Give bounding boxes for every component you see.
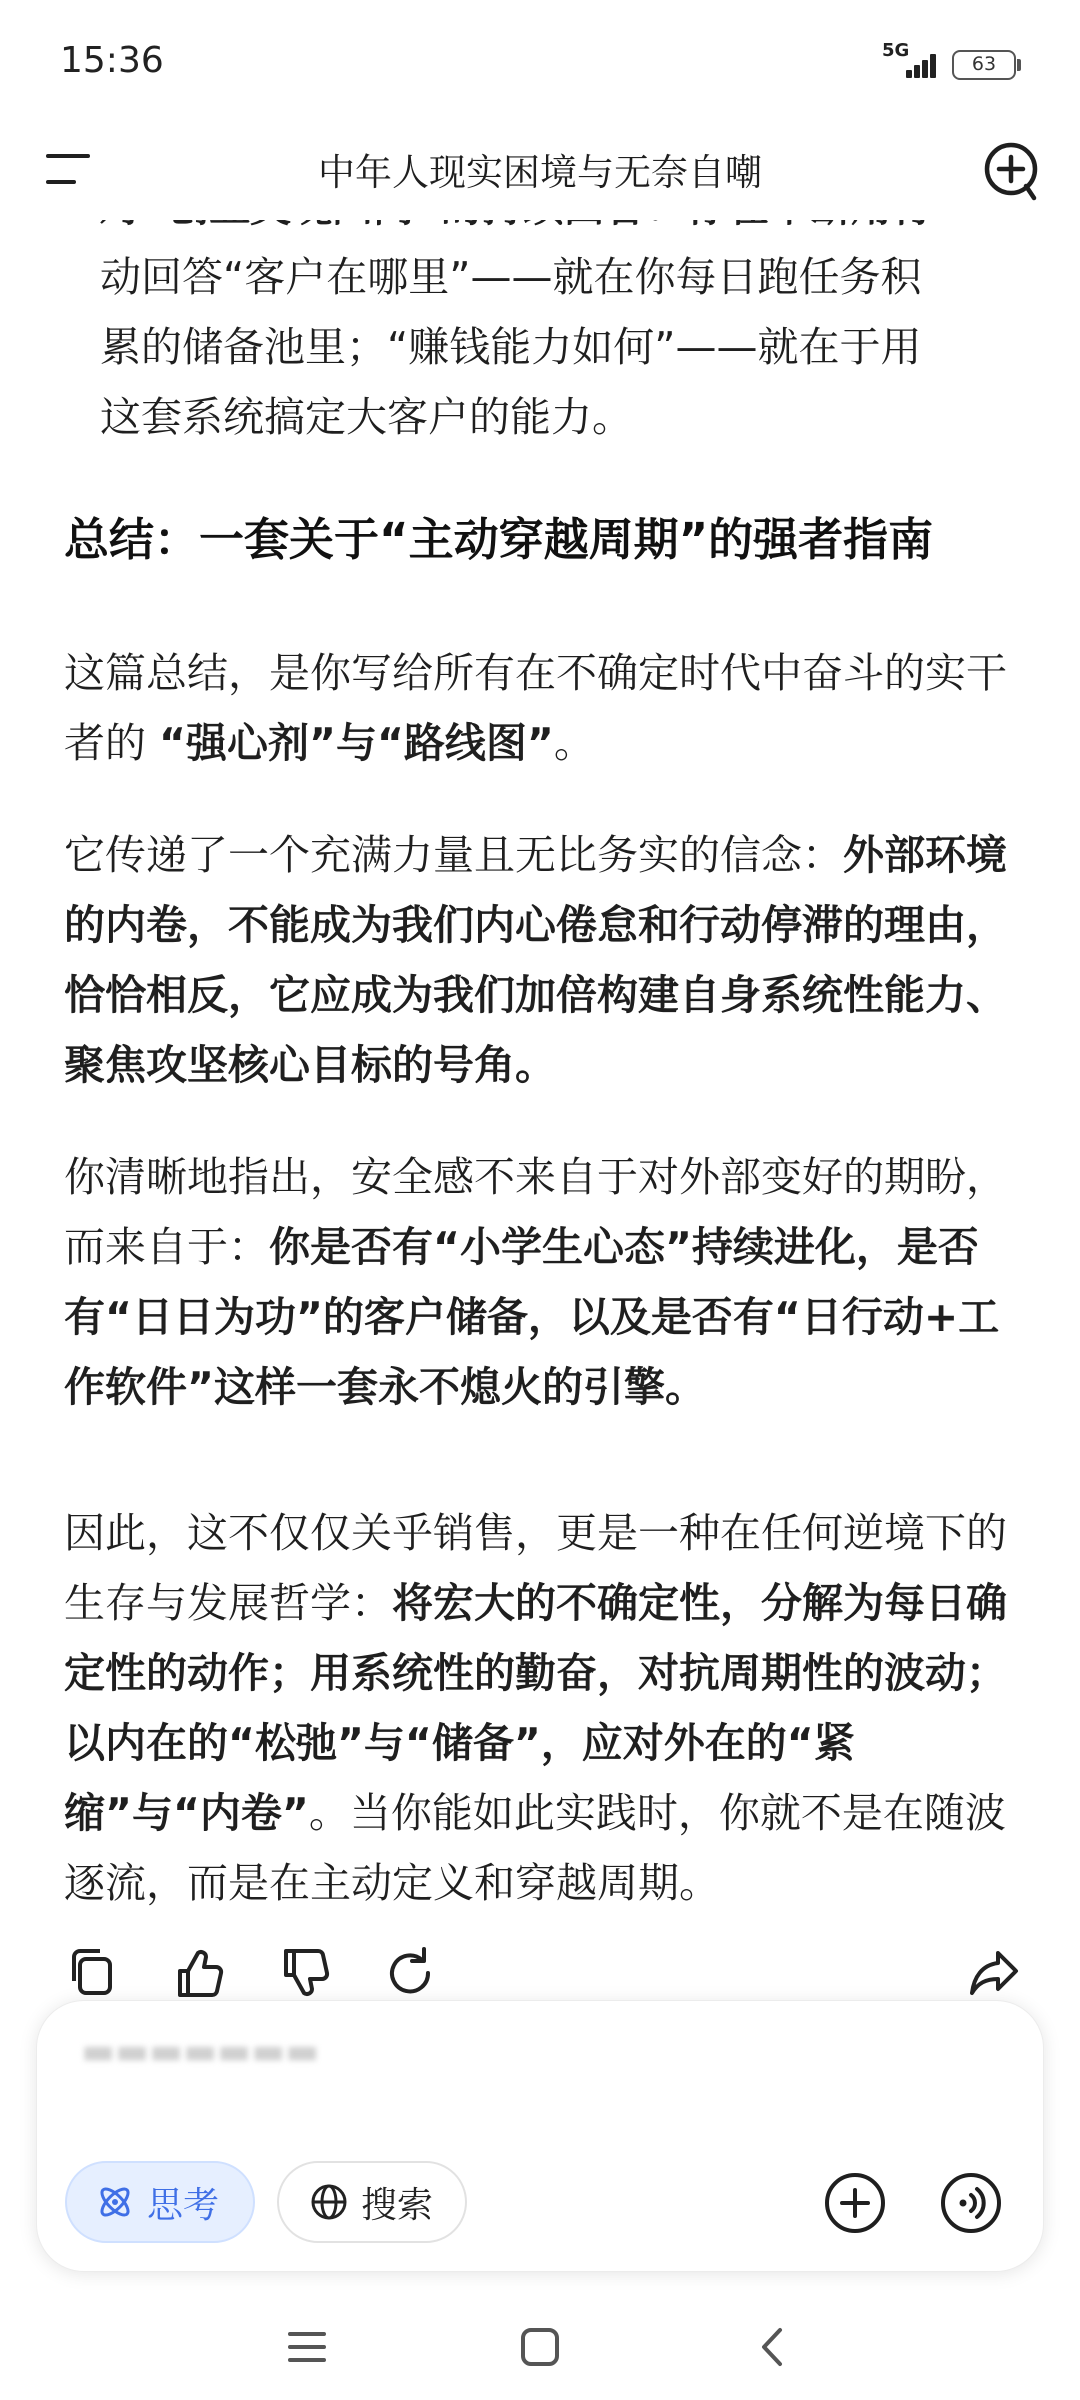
copy-icon[interactable] xyxy=(66,1945,122,2001)
globe-icon xyxy=(309,2182,349,2222)
share-icon[interactable] xyxy=(966,1945,1022,2001)
chat-content[interactable] xyxy=(0,180,1080,2000)
system-nav-bar xyxy=(0,2290,1080,2400)
think-toggle-button[interactable] xyxy=(65,2161,255,2243)
prev-paragraph-line: 这套系统搞定大客户的能力。 xyxy=(100,393,633,441)
paragraph-2-text: 它传递了一个充满力量且无比务实的信念： xyxy=(64,831,843,879)
paragraph-4 xyxy=(64,1498,1024,1918)
thumbs-up-icon[interactable] xyxy=(170,1945,226,2001)
prev-paragraph-line: 动回答“客户在哪里”——就在你每日跑任务积 xyxy=(100,253,922,301)
status-time: 15:36 xyxy=(60,40,164,81)
message-actions xyxy=(0,1945,1080,2005)
composer-input[interactable]: ▬▬▬▬▬▬▬ xyxy=(81,2031,320,2072)
voice-call-icon[interactable] xyxy=(939,2171,1003,2235)
paragraph-2 xyxy=(64,820,1024,1100)
paragraph-2-bold: 外部环境的内卷，不能成为我们内心倦怠和行动停滞的理由，恰恰相反，它应成为我们加倍构建自身系统性能力、聚焦攻坚核心目标的号角。 xyxy=(64,831,1007,1089)
paragraph-4-end: 。当你能如此实践时，你就不是在随波逐流，而是在主动定义和穿越周期。 xyxy=(64,1789,1006,1907)
new-chat-icon[interactable] xyxy=(982,140,1040,202)
paragraph-4-text: 因此，这不仅仅关乎销售，更是一种在任何逆境下的生存与发展哲学： xyxy=(64,1509,1007,1627)
menu-icon[interactable] xyxy=(46,150,96,190)
paragraph-4-bold: 将宏大的不确定性，分解为每日确定性的动作；用系统性的勤奋，对抗周期性的波动；以内在的“松弛”与“储备”，应对外在的“紧缩”与“内卷” xyxy=(64,1579,1007,1837)
thumbs-down-icon[interactable] xyxy=(276,1945,332,2001)
paragraph-3 xyxy=(64,1142,1024,1422)
message-composer[interactable] xyxy=(36,2000,1044,2272)
think-label: 思考 xyxy=(147,2184,220,2226)
menu-icon[interactable] xyxy=(282,2322,332,2372)
paragraph-3-text: 你清晰地指出，安全感不来自于对外部变好的期盼，而来自于： xyxy=(64,1153,1007,1271)
search-toggle-button[interactable] xyxy=(277,2161,467,2243)
network-type: 5G xyxy=(882,40,910,61)
battery-icon xyxy=(952,50,1016,80)
battery-level: 63 xyxy=(971,53,997,75)
regenerate-icon[interactable] xyxy=(382,1945,438,2001)
app-header xyxy=(0,120,1080,220)
back-icon[interactable] xyxy=(748,2322,798,2372)
page-title: 中年人现实困境与无奈自嘲 xyxy=(318,151,762,194)
add-attachment-icon[interactable] xyxy=(823,2171,887,2235)
search-label: 搜索 xyxy=(361,2184,434,2226)
paragraph-1-text: 这篇总结，是你写给所有在不确定时代中奋斗的实干者的 xyxy=(64,649,1007,767)
status-bar xyxy=(0,0,1080,120)
summary-heading: 总结：一套关于“主动穿越周期”的强者指南 xyxy=(64,513,934,566)
atom-icon xyxy=(95,2182,135,2222)
signal-icon xyxy=(880,40,942,78)
battery-tip xyxy=(1017,59,1021,71)
paragraph-1-end: 。 xyxy=(553,719,595,767)
home-icon[interactable] xyxy=(515,2322,565,2372)
paragraph-3-bold: 你是否有“小学生心态”持续进化，是否有“日日为功”的客户储备，以及是否有“日行动+工作软件”这样一套永不熄火的引擎。 xyxy=(64,1223,1000,1411)
paragraph-1 xyxy=(64,638,1024,778)
prev-paragraph-line: 累的储备池里；“赚钱能力如何”——就在于用 xyxy=(100,323,922,371)
paragraph-1-bold: “强心剂”与“路线图” xyxy=(159,719,554,767)
